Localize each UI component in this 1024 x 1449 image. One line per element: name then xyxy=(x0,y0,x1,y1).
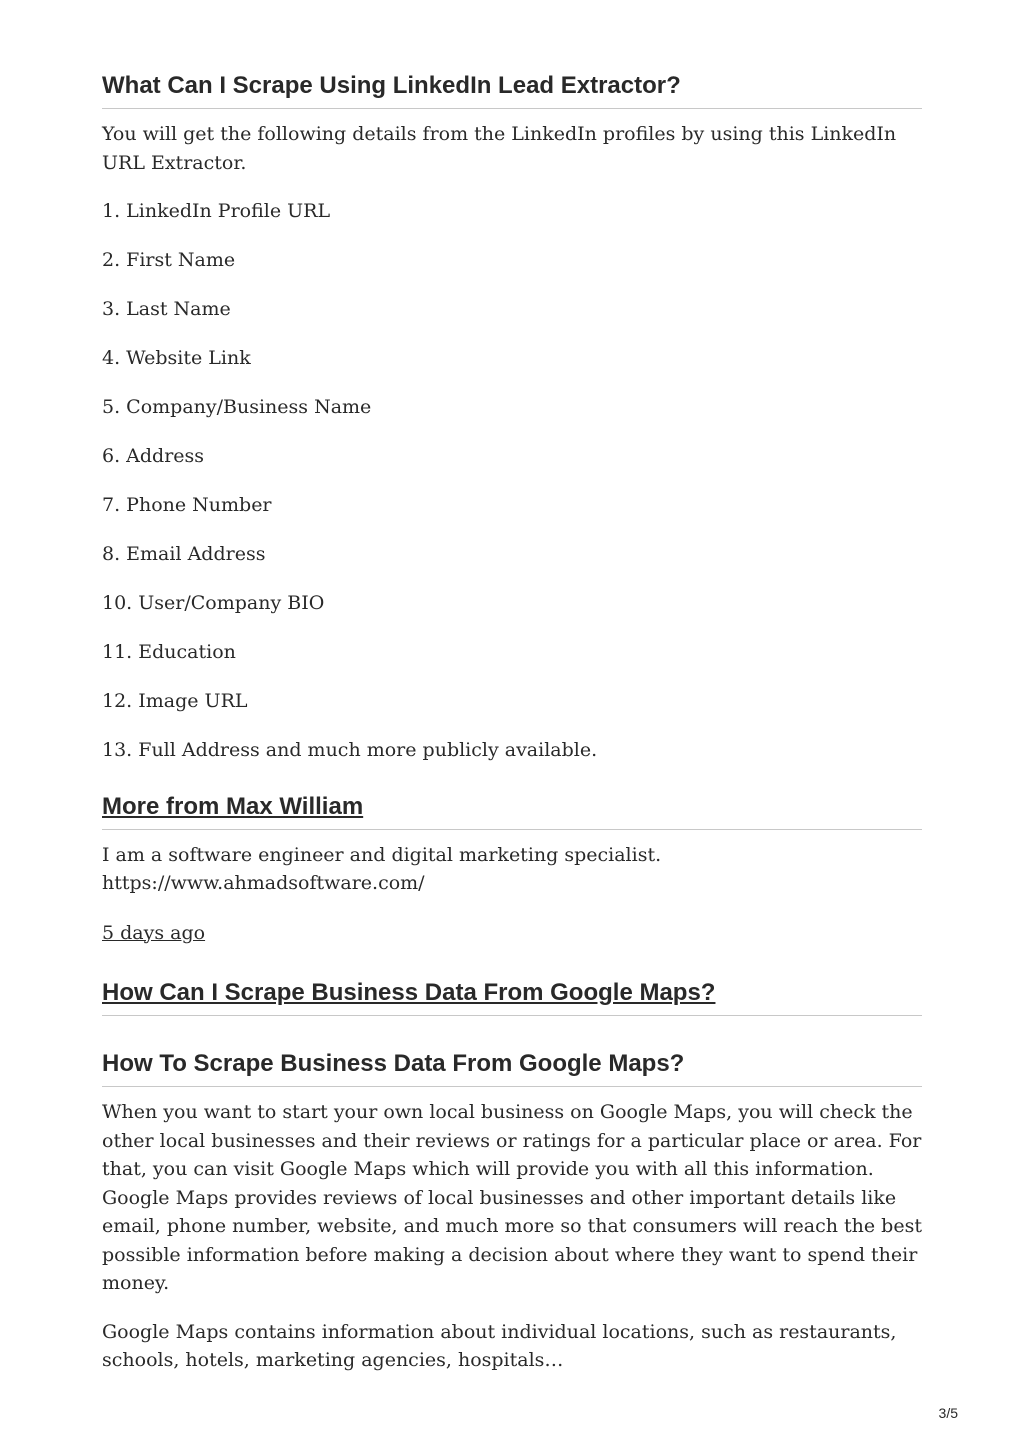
post-date xyxy=(102,919,922,948)
list-item: 3. Last Name xyxy=(102,298,231,320)
list-item: 10. User/Company BIO xyxy=(102,592,325,614)
list-item: 4. Website Link xyxy=(102,347,251,369)
list-item: 12. Image URL xyxy=(102,690,248,712)
intro-paragraph: You will get the following details from the LinkedIn profiles by using this LinkedIn URL Extractor. xyxy=(102,123,897,174)
list-item: 8. Email Address xyxy=(102,543,266,565)
related-article-link[interactable]: How Can I Scrape Business Data From Google Maps? xyxy=(102,979,716,1006)
list-item: 11. Education xyxy=(102,641,236,663)
google-maps-paragraph: When you want to start your own local business on Google Maps, you will check the other local businesses and their reviews or ratings for a particular place or area. For that, you can visit Google Maps which will provide you with all this information. Google Maps provides reviews of local businesses and other important details like email, phone number, website, and much more so that consumers will reach the best possible information before making a decision about where they want to spend their money. xyxy=(102,1101,922,1294)
author-link[interactable]: More from Max William xyxy=(102,792,364,820)
list-item: 13. Full Address and much more publicly available. xyxy=(102,739,598,761)
section-heading-google-maps: How To Scrape Business Data From Google Maps? xyxy=(102,1048,922,1087)
author-bio xyxy=(102,841,922,898)
list-item: 5. Company/Business Name xyxy=(102,396,372,418)
section-heading-linkedin-extractor: What Can I Scrape Using LinkedIn Lead Extractor? xyxy=(102,70,922,109)
page-number: 3/5 xyxy=(938,1405,958,1421)
list-item: 6. Address xyxy=(102,445,205,467)
author-bio-line: I am a software engineer and digital marketing specialist. xyxy=(102,843,662,866)
list-item: 2. First Name xyxy=(102,249,236,271)
article-content xyxy=(102,70,922,1375)
more-from-author-heading xyxy=(102,791,922,830)
list-item: 1. LinkedIn Profile URL xyxy=(102,200,331,222)
google-maps-paragraph-2: Google Maps contains information about individual locations, such as restaurants, schools, hotels, marketing agencies, hospitals… xyxy=(102,1320,897,1371)
author-website: https://www.ahmadsoftware.com/ xyxy=(102,872,425,894)
list-item: 7. Phone Number xyxy=(102,494,272,516)
post-date-link[interactable]: 5 days ago xyxy=(102,921,206,944)
related-article-heading xyxy=(102,977,922,1016)
